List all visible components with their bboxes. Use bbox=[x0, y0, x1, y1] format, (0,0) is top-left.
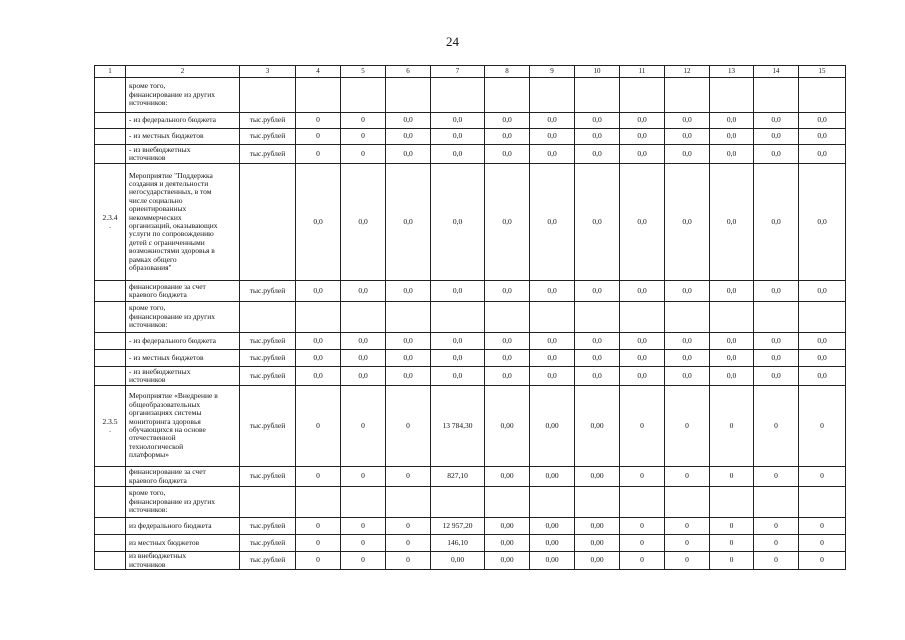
row-unit: тыс.рублей bbox=[240, 367, 296, 386]
header-cell-6: 6 bbox=[386, 66, 431, 78]
value-col-14: 0,0 bbox=[754, 350, 799, 367]
value-col-15: 0,0 bbox=[799, 113, 846, 129]
value-col-11: 0,0 bbox=[620, 367, 665, 386]
value-col-13 bbox=[710, 78, 754, 113]
value-col-11: 0 bbox=[620, 535, 665, 552]
value-col-11: 0 bbox=[620, 467, 665, 487]
value-col-8: 0,0 bbox=[485, 281, 530, 302]
row-name: - из федерального бюджета bbox=[126, 333, 240, 350]
value-col-15: 0 bbox=[799, 518, 846, 535]
value-col-5: 0,0 bbox=[341, 367, 386, 386]
row-name: из местных бюджетов bbox=[126, 535, 240, 552]
value-col-7 bbox=[431, 78, 485, 113]
value-col-15 bbox=[799, 78, 846, 113]
row-name: - из внебюджетных источников bbox=[126, 367, 240, 386]
row-unit: тыс.рублей bbox=[240, 333, 296, 350]
value-col-4: 0,0 bbox=[296, 281, 341, 302]
row-unit bbox=[240, 487, 296, 518]
value-col-5: 0 bbox=[341, 518, 386, 535]
value-col-4: 0 bbox=[296, 467, 341, 487]
value-col-5: 0 bbox=[341, 552, 386, 570]
value-col-5: 0 bbox=[341, 129, 386, 145]
value-col-13: 0,0 bbox=[710, 281, 754, 302]
value-col-13: 0 bbox=[710, 552, 754, 570]
value-col-7: 0,0 bbox=[431, 281, 485, 302]
value-col-14 bbox=[754, 487, 799, 518]
value-col-7: 146,10 bbox=[431, 535, 485, 552]
value-col-5 bbox=[341, 302, 386, 333]
row-code bbox=[95, 113, 126, 129]
value-col-15: 0,0 bbox=[799, 129, 846, 145]
value-col-7: 0,0 bbox=[431, 129, 485, 145]
value-col-12 bbox=[665, 78, 710, 113]
value-col-6: 0 bbox=[386, 467, 431, 487]
row-name: Мероприятие «Внедрение в общеобразовательных организациях системы мониторинга здоровья обучающихся на основе отечественной технологической платформы» bbox=[126, 386, 240, 467]
value-col-4: 0,0 bbox=[296, 164, 341, 281]
value-col-6: 0,0 bbox=[386, 350, 431, 367]
value-col-4 bbox=[296, 487, 341, 518]
value-col-15: 0,0 bbox=[799, 333, 846, 350]
value-col-4: 0,0 bbox=[296, 333, 341, 350]
value-col-14: 0 bbox=[754, 386, 799, 467]
value-col-8: 0,0 bbox=[485, 367, 530, 386]
value-col-11: 0 bbox=[620, 552, 665, 570]
value-col-9: 0,00 bbox=[530, 552, 575, 570]
value-col-7: 827,10 bbox=[431, 467, 485, 487]
row-unit bbox=[240, 302, 296, 333]
value-col-12: 0 bbox=[665, 518, 710, 535]
value-col-15: 0 bbox=[799, 386, 846, 467]
value-col-8: 0,00 bbox=[485, 552, 530, 570]
value-col-13: 0,0 bbox=[710, 367, 754, 386]
value-col-11: 0,0 bbox=[620, 350, 665, 367]
header-cell-14: 14 bbox=[754, 66, 799, 78]
value-col-12: 0,0 bbox=[665, 164, 710, 281]
value-col-6: 0,0 bbox=[386, 333, 431, 350]
value-col-10 bbox=[575, 487, 620, 518]
value-col-12: 0,0 bbox=[665, 129, 710, 145]
value-col-5: 0,0 bbox=[341, 333, 386, 350]
value-col-4: 0 bbox=[296, 535, 341, 552]
row-name: - из местных бюджетов bbox=[126, 129, 240, 145]
row-unit: тыс.рублей bbox=[240, 467, 296, 487]
value-col-9: 0,0 bbox=[530, 281, 575, 302]
value-col-13 bbox=[710, 487, 754, 518]
value-col-8: 0,0 bbox=[485, 145, 530, 164]
value-col-10: 0,0 bbox=[575, 281, 620, 302]
table-row bbox=[95, 333, 846, 350]
value-col-6: 0,0 bbox=[386, 164, 431, 281]
header-cell-13: 13 bbox=[710, 66, 754, 78]
table-row bbox=[95, 386, 846, 467]
header-cell-2: 2 bbox=[126, 66, 240, 78]
value-col-6: 0,0 bbox=[386, 113, 431, 129]
value-col-13: 0 bbox=[710, 386, 754, 467]
row-unit: тыс.рублей bbox=[240, 281, 296, 302]
value-col-6: 0 bbox=[386, 535, 431, 552]
value-col-7: 0,0 bbox=[431, 164, 485, 281]
value-col-6: 0 bbox=[386, 518, 431, 535]
row-name: кроме того, финансирование из других источников: bbox=[126, 302, 240, 333]
row-unit: тыс.рублей bbox=[240, 386, 296, 467]
value-col-14: 0,0 bbox=[754, 281, 799, 302]
header-cell-11: 11 bbox=[620, 66, 665, 78]
row-name: финансирование за счет краевого бюджета bbox=[126, 281, 240, 302]
value-col-15: 0,0 bbox=[799, 281, 846, 302]
row-unit: тыс.рублей bbox=[240, 129, 296, 145]
row-code bbox=[95, 487, 126, 518]
value-col-11 bbox=[620, 78, 665, 113]
value-col-12: 0,0 bbox=[665, 333, 710, 350]
value-col-11: 0,0 bbox=[620, 129, 665, 145]
table-row bbox=[95, 535, 846, 552]
value-col-9: 0,0 bbox=[530, 333, 575, 350]
value-col-4: 0 bbox=[296, 145, 341, 164]
row-name: из федерального бюджета bbox=[126, 518, 240, 535]
row-name: - из внебюджетных источников bbox=[126, 145, 240, 164]
value-col-15: 0 bbox=[799, 535, 846, 552]
row-code bbox=[95, 467, 126, 487]
value-col-8: 0,00 bbox=[485, 518, 530, 535]
value-col-12: 0,0 bbox=[665, 281, 710, 302]
value-col-10: 0,0 bbox=[575, 333, 620, 350]
table-row bbox=[95, 129, 846, 145]
row-code: 2.3.4 . bbox=[95, 164, 126, 281]
row-code bbox=[95, 552, 126, 570]
value-col-14 bbox=[754, 302, 799, 333]
value-col-4: 0 bbox=[296, 386, 341, 467]
value-col-13: 0 bbox=[710, 535, 754, 552]
value-col-10: 0,00 bbox=[575, 467, 620, 487]
row-unit: тыс.рублей bbox=[240, 350, 296, 367]
table-row bbox=[95, 350, 846, 367]
value-col-6: 0 bbox=[386, 552, 431, 570]
row-unit bbox=[240, 78, 296, 113]
value-col-7: 0,0 bbox=[431, 333, 485, 350]
value-col-12: 0,0 bbox=[665, 350, 710, 367]
value-col-4 bbox=[296, 78, 341, 113]
table-row bbox=[95, 78, 846, 113]
row-name: - из федерального бюджета bbox=[126, 113, 240, 129]
value-col-7 bbox=[431, 487, 485, 518]
value-col-7: 0,00 bbox=[431, 552, 485, 570]
value-col-4: 0,0 bbox=[296, 350, 341, 367]
header-cell-5: 5 bbox=[341, 66, 386, 78]
value-col-9: 0,0 bbox=[530, 113, 575, 129]
value-col-10: 0,0 bbox=[575, 367, 620, 386]
value-col-9: 0,0 bbox=[530, 129, 575, 145]
row-code bbox=[95, 535, 126, 552]
value-col-15: 0,0 bbox=[799, 164, 846, 281]
header-row bbox=[95, 66, 846, 78]
value-col-6: 0,0 bbox=[386, 367, 431, 386]
value-col-6 bbox=[386, 302, 431, 333]
value-col-6: 0,0 bbox=[386, 281, 431, 302]
value-col-10: 0,0 bbox=[575, 145, 620, 164]
value-col-7: 13 784,30 bbox=[431, 386, 485, 467]
value-col-5: 0 bbox=[341, 145, 386, 164]
value-col-9: 0,00 bbox=[530, 467, 575, 487]
value-col-14: 0 bbox=[754, 467, 799, 487]
value-col-8: 0,0 bbox=[485, 333, 530, 350]
table-row bbox=[95, 113, 846, 129]
value-col-10: 0,0 bbox=[575, 113, 620, 129]
value-col-9 bbox=[530, 487, 575, 518]
row-code bbox=[95, 350, 126, 367]
value-col-6: 0,0 bbox=[386, 145, 431, 164]
value-col-8: 0,00 bbox=[485, 535, 530, 552]
row-code bbox=[95, 281, 126, 302]
value-col-5: 0,0 bbox=[341, 281, 386, 302]
value-col-14: 0 bbox=[754, 518, 799, 535]
row-name: - из местных бюджетов bbox=[126, 350, 240, 367]
value-col-13: 0,0 bbox=[710, 145, 754, 164]
row-unit: тыс.рублей bbox=[240, 552, 296, 570]
value-col-14: 0,0 bbox=[754, 164, 799, 281]
value-col-12: 0 bbox=[665, 535, 710, 552]
table-row bbox=[95, 164, 846, 281]
value-col-10: 0,00 bbox=[575, 535, 620, 552]
value-col-6: 0,0 bbox=[386, 129, 431, 145]
header-cell-15: 15 bbox=[799, 66, 846, 78]
value-col-14: 0,0 bbox=[754, 113, 799, 129]
value-col-8: 0,00 bbox=[485, 467, 530, 487]
value-col-8: 0,0 bbox=[485, 129, 530, 145]
value-col-10 bbox=[575, 302, 620, 333]
table-row bbox=[95, 487, 846, 518]
value-col-7: 12 957,20 bbox=[431, 518, 485, 535]
value-col-14: 0 bbox=[754, 535, 799, 552]
row-code bbox=[95, 129, 126, 145]
row-unit: тыс.рублей bbox=[240, 113, 296, 129]
value-col-13: 0 bbox=[710, 518, 754, 535]
value-col-5: 0,0 bbox=[341, 350, 386, 367]
value-col-14: 0,0 bbox=[754, 333, 799, 350]
row-code bbox=[95, 302, 126, 333]
value-col-8 bbox=[485, 302, 530, 333]
value-col-4 bbox=[296, 302, 341, 333]
value-col-8 bbox=[485, 487, 530, 518]
row-unit bbox=[240, 164, 296, 281]
value-col-8: 0,0 bbox=[485, 113, 530, 129]
value-col-9: 0,0 bbox=[530, 145, 575, 164]
value-col-12: 0,0 bbox=[665, 367, 710, 386]
row-code bbox=[95, 145, 126, 164]
value-col-15 bbox=[799, 302, 846, 333]
value-col-9 bbox=[530, 78, 575, 113]
value-col-15: 0 bbox=[799, 467, 846, 487]
value-col-14: 0,0 bbox=[754, 129, 799, 145]
header-cell-4: 4 bbox=[296, 66, 341, 78]
header-cell-3: 3 bbox=[240, 66, 296, 78]
value-col-10: 0,00 bbox=[575, 518, 620, 535]
value-col-12 bbox=[665, 302, 710, 333]
value-col-4: 0 bbox=[296, 518, 341, 535]
row-code bbox=[95, 367, 126, 386]
header-cell-7: 7 bbox=[431, 66, 485, 78]
table-row bbox=[95, 145, 846, 164]
value-col-14 bbox=[754, 78, 799, 113]
value-col-11: 0,0 bbox=[620, 164, 665, 281]
value-col-9: 0,00 bbox=[530, 386, 575, 467]
value-col-11: 0,0 bbox=[620, 333, 665, 350]
value-col-13: 0,0 bbox=[710, 350, 754, 367]
value-col-4: 0,0 bbox=[296, 367, 341, 386]
value-col-7: 0,0 bbox=[431, 350, 485, 367]
value-col-12 bbox=[665, 487, 710, 518]
header-cell-1: 1 bbox=[95, 66, 126, 78]
value-col-5: 0 bbox=[341, 535, 386, 552]
value-col-12: 0,0 bbox=[665, 113, 710, 129]
row-code bbox=[95, 518, 126, 535]
value-col-11: 0,0 bbox=[620, 281, 665, 302]
value-col-8: 0,0 bbox=[485, 164, 530, 281]
row-unit: тыс.рублей bbox=[240, 145, 296, 164]
value-col-15: 0,0 bbox=[799, 350, 846, 367]
value-col-7: 0,0 bbox=[431, 145, 485, 164]
value-col-9: 0,0 bbox=[530, 367, 575, 386]
row-code: 2.3.5 . bbox=[95, 386, 126, 467]
value-col-13: 0,0 bbox=[710, 129, 754, 145]
value-col-6 bbox=[386, 78, 431, 113]
value-col-10: 0,00 bbox=[575, 386, 620, 467]
value-col-11: 0,0 bbox=[620, 113, 665, 129]
value-col-13: 0,0 bbox=[710, 333, 754, 350]
row-name: финансирование за счет краевого бюджета bbox=[126, 467, 240, 487]
value-col-14: 0,0 bbox=[754, 145, 799, 164]
row-unit: тыс.рублей bbox=[240, 518, 296, 535]
value-col-8 bbox=[485, 78, 530, 113]
header-cell-9: 9 bbox=[530, 66, 575, 78]
value-col-5: 0 bbox=[341, 113, 386, 129]
value-col-5: 0 bbox=[341, 386, 386, 467]
value-col-12: 0 bbox=[665, 552, 710, 570]
value-col-10: 0,00 bbox=[575, 552, 620, 570]
value-col-6: 0 bbox=[386, 386, 431, 467]
row-code bbox=[95, 78, 126, 113]
value-col-12: 0,0 bbox=[665, 145, 710, 164]
table-row bbox=[95, 367, 846, 386]
value-col-10: 0,0 bbox=[575, 164, 620, 281]
value-col-12: 0 bbox=[665, 386, 710, 467]
value-col-15: 0,0 bbox=[799, 145, 846, 164]
value-col-10: 0,0 bbox=[575, 350, 620, 367]
value-col-13 bbox=[710, 302, 754, 333]
value-col-7: 0,0 bbox=[431, 367, 485, 386]
table-row bbox=[95, 281, 846, 302]
table-row bbox=[95, 302, 846, 333]
value-col-15: 0 bbox=[799, 552, 846, 570]
value-col-9: 0,00 bbox=[530, 535, 575, 552]
row-name: Мероприятие "Поддержка создания и деятельности негосударственных, в том числе социально ориентированных некоммерческих организаций, оказывающих услуги по сопровождению детей с ограниченными возможностями здоровья в рамках общего образования" bbox=[126, 164, 240, 281]
value-col-9: 0,00 bbox=[530, 518, 575, 535]
row-code bbox=[95, 333, 126, 350]
value-col-5: 0,0 bbox=[341, 164, 386, 281]
budget-table bbox=[94, 65, 846, 570]
value-col-5: 0 bbox=[341, 467, 386, 487]
value-col-10: 0,0 bbox=[575, 129, 620, 145]
value-col-11 bbox=[620, 487, 665, 518]
value-col-5 bbox=[341, 78, 386, 113]
row-name: из внебюджетных источников bbox=[126, 552, 240, 570]
value-col-7 bbox=[431, 302, 485, 333]
value-col-9: 0,0 bbox=[530, 350, 575, 367]
row-name: кроме того, финансирование из других источников: bbox=[126, 487, 240, 518]
row-name: кроме того, финансирование из других источников: bbox=[126, 78, 240, 113]
value-col-7: 0,0 bbox=[431, 113, 485, 129]
value-col-12: 0 bbox=[665, 467, 710, 487]
value-col-11: 0 bbox=[620, 518, 665, 535]
value-col-13: 0,0 bbox=[710, 164, 754, 281]
value-col-11: 0 bbox=[620, 386, 665, 467]
table-row bbox=[95, 467, 846, 487]
value-col-8: 0,0 bbox=[485, 350, 530, 367]
value-col-4: 0 bbox=[296, 129, 341, 145]
value-col-15: 0,0 bbox=[799, 367, 846, 386]
table-row bbox=[95, 552, 846, 570]
value-col-9: 0,0 bbox=[530, 164, 575, 281]
header-cell-8: 8 bbox=[485, 66, 530, 78]
value-col-5 bbox=[341, 487, 386, 518]
value-col-14: 0 bbox=[754, 552, 799, 570]
value-col-11 bbox=[620, 302, 665, 333]
table-row bbox=[95, 518, 846, 535]
value-col-6 bbox=[386, 487, 431, 518]
value-col-4: 0 bbox=[296, 113, 341, 129]
value-col-10 bbox=[575, 78, 620, 113]
page-number: 24 bbox=[446, 34, 459, 49]
header-cell-10: 10 bbox=[575, 66, 620, 78]
value-col-9 bbox=[530, 302, 575, 333]
value-col-15 bbox=[799, 487, 846, 518]
value-col-13: 0,0 bbox=[710, 113, 754, 129]
value-col-13: 0 bbox=[710, 467, 754, 487]
header-cell-12: 12 bbox=[665, 66, 710, 78]
value-col-8: 0,00 bbox=[485, 386, 530, 467]
value-col-4: 0 bbox=[296, 552, 341, 570]
value-col-11: 0,0 bbox=[620, 145, 665, 164]
row-unit: тыс.рублей bbox=[240, 535, 296, 552]
value-col-14: 0,0 bbox=[754, 367, 799, 386]
